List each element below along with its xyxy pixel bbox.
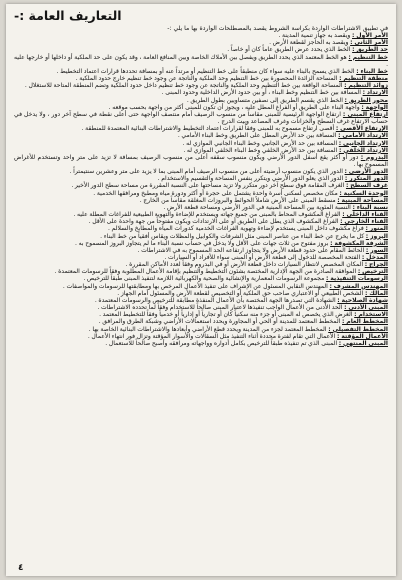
definition-item (14, 340, 388, 347)
definition-item (14, 290, 388, 297)
definition-term: المالك : (365, 289, 388, 297)
definition-term: المخطط التفصيلي : (328, 325, 388, 333)
definition-item (14, 46, 388, 53)
definition-term: الارتداد : (362, 89, 388, 97)
definition-text: أقصى ارتفاع مسموح به للمبنى وفقاً لقرارات اعتماد التخطيط والاشتراطات البنائية المعتمدة للمنطقة . (81, 125, 335, 133)
definition-term: الجراج : (364, 261, 388, 269)
definition-term: المساحة المبنية : (337, 196, 388, 204)
definition-text: الغرف المقامة فوق سطح آخر دور متكرر ولا تزيد مساحتها على النسبة المقررة من مساحة سطح الدور الأخير . (71, 182, 345, 190)
intro-paragraph: في تطبيق الاشتراطات الواردة بكراسة الشروط يقصد بالمصطلحات الواردة بها ما يلي :- (167, 25, 388, 32)
definition-term: المبنى المنتهي : (338, 339, 388, 347)
definition-term: منطقة التنظيم : (339, 75, 388, 83)
definition-item (14, 333, 388, 340)
definition-term: الرسومات التنفيذية : (326, 275, 388, 283)
definition-text: الخط الذي يسمح بالبناء عليه سواء كان منطبقاً على خط التنظيم أو مرتداً عنه أو بمسافة تحددها قرارات اعتماد التخطيط . (56, 67, 355, 75)
definition-item (14, 218, 388, 225)
definition-term: المنور : (365, 225, 388, 233)
definition-item (14, 204, 388, 211)
definition-text: مسقط المبنى على الأرض شاملاً الحوائط والبروزات المغلقة مقاساً من الخارج . (139, 196, 336, 204)
definition-term: المخطط العام : (342, 318, 388, 326)
definition-term: السور : (365, 246, 388, 254)
definition-item (14, 154, 388, 168)
definition-text: الأعمال التي تقام لفترة محددة أثناء التنفيذ مثل السقالات والأسوار المؤقتة وتزال فور انتهاء الأعمال . (87, 332, 336, 340)
definition-term: الواجهة : (361, 103, 388, 111)
page-number: ٤ (18, 563, 24, 573)
definition-term: الارتداد الجانبي : (338, 139, 388, 147)
definition-text: المخطط المعتمد لجزء من المدينة ويحدد قطع الأراضي وأبعادها والاشتراطات البنائية الخاصة بها . (88, 325, 327, 333)
definition-item (14, 54, 388, 68)
definition-text: الشهادة التي تصدرها الجهة المختصة بأن الأعمال المنفذة مطابقة للترخيص والرسومات المعتمدة . (94, 296, 336, 304)
definition-text: المخطط المعتمد للمدينة أو الحي أو المجاورة ويحدد استعمالات الأراضي وشبكة الطرق والمرافق . (98, 318, 341, 326)
definition-text: مكان مخصص لسكنى أسرة واحدة يشتمل على حجرة أو أكثر ودورة مياه ومطبخ ومرافقها الخدمية . (93, 189, 338, 197)
definition-text: الموافقة الصادرة من الجهة الإدارية المختصة بشئون التخطيط والتنظيم بإقامة الأعمال المطلوبة وفقاً للرسومات المعتمدة . (54, 268, 357, 276)
definition-item (14, 182, 388, 189)
definition-item (14, 147, 388, 154)
definition-text: المهندس النقابي المسئول عن الإشراف على تنفيذ الأعمال المرخص بها ومطابقتها للرسومات والمواصفات . (62, 282, 328, 290)
definition-text: المساحة الزائدة المحصورة بين خط التنظيم وحد الملكية والناتجة عن وجود خط تنظيم خارج حدود الملكية . (75, 75, 338, 83)
definition-term: الفناء الخارجي : (340, 218, 388, 226)
definition-term: خط التنظيم : (348, 53, 388, 61)
definition-term: البدروم : (360, 153, 389, 161)
definition-text: الفراغ المكشوف الذي يطل على الطريق أو على الارتدادات ويكون مفتوحاً من جهة واحدة على الأقل . (88, 218, 339, 226)
definition-text: بروز مفتوح من ثلاث جهات على الأقل ولا يدخل في حساب نسبة البناء ما لم يتجاوز البروز المسموح به . (75, 239, 329, 247)
definition-text: الفراغ المكشوف المحاط بالمبنى من جميع جهاته ويستخدم للإضاءة والتهوية الطبيعية للفراغات المطلة عليه . (73, 211, 341, 219)
page-header (14, 8, 388, 23)
definition-text: ويقصد به جهاز تنمية المدينة . (278, 32, 351, 40)
definition-term: الأمر الثاني : (350, 39, 388, 47)
page-title: التعاريف العامة :- (14, 8, 122, 23)
definition-text: الحد الأدنى من الأعمال الواجب تنفيذها لاعتبار المبنى صالحاً للاستخدام وفقاً لما تحدده الاشتراطات . (97, 304, 343, 312)
definition-term: حد الطريق : (352, 46, 388, 54)
definition-term: الدور المتكرر : (344, 175, 388, 183)
definition-term: البروز : (365, 232, 388, 240)
definition-term: شهادة الصلاحية : (337, 296, 388, 304)
definition-text: ارتفاع الواجهة الرئيسية للمبنى مقاساً من منسوب الرصيف أمام منتصف الواجهة حتى أعلى نقطة في سطح آخر دور ، ولا يدخل في حساب الارتفاع غرف السطح والخزانات وغرف المصاعد وبيت الدرج . (14, 110, 388, 126)
definition-text: المكان المخصص لانتظار السيارات داخل قطعة الأرض أو في البدروم وفقاً لعدد الأماكن المقررة . (125, 261, 364, 269)
definition-text: دور أو أكثر يقع أسفل الدور الأرضي ويكون منسوب سقفه أعلى من منسوب الرصيف بمسافة لا تزيد على متر واحد وتستخدم للأغراض المسموح بها . (14, 153, 388, 168)
definition-term: خط البناء : (356, 67, 388, 75)
definition-item (14, 326, 388, 333)
definition-term: الترخيص : (357, 268, 388, 276)
definition-item (14, 233, 388, 240)
document-page (6, 4, 396, 576)
definition-term: زوائد التنظيم : (344, 82, 388, 90)
definition-item (14, 75, 388, 82)
definition-text: النسبة المئوية بين المساحة المبنية في الدور الأرضي ومساحة قطعة الأرض . (163, 203, 351, 211)
definition-text: المسافة بين خط التنظيم وخط البناء ، أو بين حدود الأرض الداخلية وحدود المبنى . (161, 89, 361, 97)
definition-item (14, 318, 388, 325)
definition-text: ويقصد به الحاجز لقطعة الأرض . (269, 39, 349, 47)
definition-text: المسافة بين حد الأرض الخلفي وخط البناء الخلفي الموازي له . (183, 146, 338, 154)
definition-text: الخط الذي يقسم الطريق إلى نصفين متساويين بطول الطريق . (186, 96, 343, 104)
definition-item (14, 89, 388, 96)
definition-text: فراغ مكشوف داخل المبنى يستخدم لإضاءة وتهوية الفراغات الخدمية كدورات المياه والمطابخ والسلالم . (107, 225, 364, 233)
definition-text: كل ما يخرج عن خط البناء من عناصر المبنى مثل الشرفات والكوابيل والمظلات ويقاس أفقياً من خط البناء . (100, 232, 365, 240)
definition-text: الغرض الذي يخصص له المبنى أو جزء منه سكنياً كان أو تجارياً أو إدارياً أو خدمياً وفقاً للتخطيط المعتمد . (99, 311, 353, 319)
definition-term: المدخل : (361, 254, 388, 261)
definition-term: الارتداد الأمامي : (338, 132, 388, 140)
definition-text: المساحة الواقعة بين خط التنظيم وحد الملكية والناتجة عن وجود خط تنظيم داخل حدود الملكية وتضم المنطقة المتاحة للاستغلال . (24, 82, 343, 90)
definition-term: محور الطريق : (344, 96, 388, 104)
definition-item (14, 97, 388, 104)
definition-item (14, 140, 388, 147)
definition-term: الاستخدام : (354, 311, 388, 319)
definition-item (14, 275, 388, 282)
definition-item (14, 132, 388, 139)
definition-text: الخط الذي يحدد عرض الطريق عاماً كان أو خاصاً . (227, 46, 351, 54)
definition-term: غرف السطح : (345, 182, 388, 190)
definition-term: الدور الأرضي : (344, 168, 388, 176)
definition-term: الإرتفاع الأقصى : (335, 125, 388, 133)
definition-term: ارتفاع المبنى : (342, 110, 388, 118)
definition-item (14, 104, 388, 111)
definition-text: المبنى الذي تم تنفيذه طبقاً للترخيص بكامل أدواره وواجهاته ومرافقه وأصبح صالحاً للاستعمال . (105, 339, 338, 347)
definition-term: الأعمال المؤقتة : (337, 332, 388, 340)
definition-term: الارتداد الخلفي : (338, 146, 388, 154)
definition-text: الشخص الطبيعي أو الاعتباري صاحب حق الملكية أو التخصيص لقطعة الأرض والمسئول أمام الجهاز . (117, 289, 364, 297)
definition-item (14, 68, 388, 75)
definition-term: الفناء الداخلي : (342, 211, 388, 219)
definition-text: الدور الذي يعلو الدور الأرضي ويتكرر بنفس المساحة والتقسيم والاستخدام . (157, 175, 344, 183)
definition-text: المسافة بين حد الأرض الجانبي وخط البناء الجانبي الموازي له . (182, 139, 338, 147)
definition-term: المبنى الأدنى : (344, 304, 388, 312)
definition-text: مجموعة الرسومات المعمارية والإنشائية والصحية والكهربائية اللازمة لتنفيذ المبنى طبقاً للترخيص . (83, 275, 325, 283)
definition-text: المسافة بين حد الأرض المطل على الطريق وخط البناء الأمامي . (177, 132, 337, 140)
definition-item (14, 240, 388, 247)
definition-text: واجهة البناء على الطريق أو الفراغ المطل عليه ، ويجوز أن تكون للمبنى أكثر من واجهة بحسب موقعه . (108, 103, 360, 111)
definition-item (14, 190, 388, 197)
definition-text: الحائط المقام على حدود قطعة الأرض ولا يتجاوز ارتفاعه الحد المسموح به في الاشتراطات . (137, 246, 365, 254)
definition-item (14, 225, 388, 232)
definition-item (14, 283, 388, 290)
definition-item (14, 247, 388, 254)
definition-term: المهندس المشرف : (329, 282, 388, 290)
definitions-list (14, 32, 388, 347)
definition-term: الوحدة السكنية : (339, 189, 388, 197)
definition-text: هو الخط المعتمد الذي يحدد الطريق ويفصل بين الأملاك الخاصة وبين المنافع العامة ، وقد يكون على حد الملكية أو داخلها أو خارجها عليه . (14, 53, 388, 68)
definition-term: نسبة البناء : (352, 203, 388, 211)
definition-item (14, 197, 388, 204)
definition-term: الشرفة المكشوفة : (330, 239, 388, 247)
definition-item (14, 111, 388, 125)
definition-text: الدور الذي يكون منسوب أرضيته أعلى من منسوب الرصيف أمام المبنى بما لا يزيد على متر وعشرين سنتيمتراً . (69, 168, 343, 176)
definition-term: الأمر الأول : (352, 32, 388, 40)
definition-text: الفتحة المخصصة للدخول إلى قطعة الأرض أو المبنى سواء للأفراد أو السيارات . (164, 254, 361, 261)
